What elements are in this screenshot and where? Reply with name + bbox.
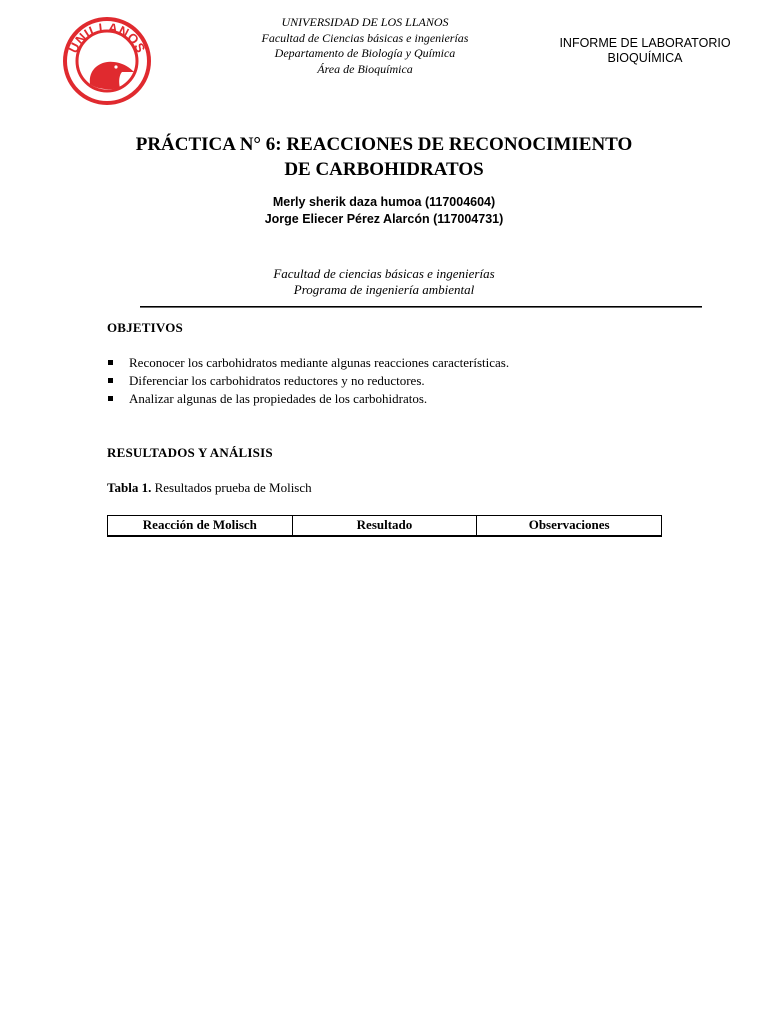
table-caption [107,480,312,496]
affiliation-faculty: Facultad de ciencias básicas e ingenierías [273,266,495,281]
university-logo [62,16,152,106]
column-header-reaction: Reacción de Molisch [108,516,293,537]
bullet-icon [108,360,113,365]
objectives-heading: OBJETIVOS [107,320,183,335]
list-item [107,372,509,390]
unillanos-logo-icon [62,16,152,106]
column-header-observations: Observaciones [477,516,662,537]
molisch-results-table [107,515,662,537]
author-2: Jorge Eliecer Pérez Alarcón (117004731) [264,212,504,226]
university-name: UNIVERSIDAD DE LOS LLANOS [281,15,449,29]
svg-text:UNILLANOS [65,20,148,56]
table-label: Tabla 1. [107,480,152,495]
document-title [40,132,728,182]
table-header-row [108,516,662,537]
authors [84,194,684,228]
table-caption-text: Resultados prueba de Molisch [154,480,312,495]
report-label [545,36,745,66]
objective-text: Analizar algunas de las propiedades de los carbohidratos. [129,391,428,406]
results-heading: RESULTADOS Y ANÁLISIS [107,445,273,460]
objective-text: Reconocer los carbohidratos mediante algunas reacciones características. [129,355,510,370]
report-type: INFORME DE LABORATORIO [559,36,731,50]
logo-text: UNILLANOS [65,19,149,56]
list-item [107,354,509,372]
objectives-list [107,354,509,408]
title-line-2: DE CARBOHIDRATOS [284,159,484,180]
university-header [215,15,515,77]
department-name: Departamento de Biología y Química [274,46,456,60]
column-header-result: Resultado [292,516,477,537]
bullet-icon [108,396,113,401]
bullet-icon [108,378,113,383]
faculty-name: Facultad de Ciencias básicas e ingenierías [261,30,469,45]
report-subject: BIOQUÍMICA [607,51,683,65]
objective-text: Diferenciar los carbohidratos reductores y no reductores. [129,373,425,388]
title-line-1: PRÁCTICA N° 6: REACCIONES DE RECONOCIMIENTO [135,134,633,155]
area-name: Área de Bioquímica [317,61,413,76]
author-1: Merly sherik daza humoa (117004604) [272,195,496,209]
list-item [107,390,509,408]
divider-line [140,306,702,307]
affiliation-program: Programa de ingeniería ambiental [293,282,475,297]
affiliation [134,266,634,298]
